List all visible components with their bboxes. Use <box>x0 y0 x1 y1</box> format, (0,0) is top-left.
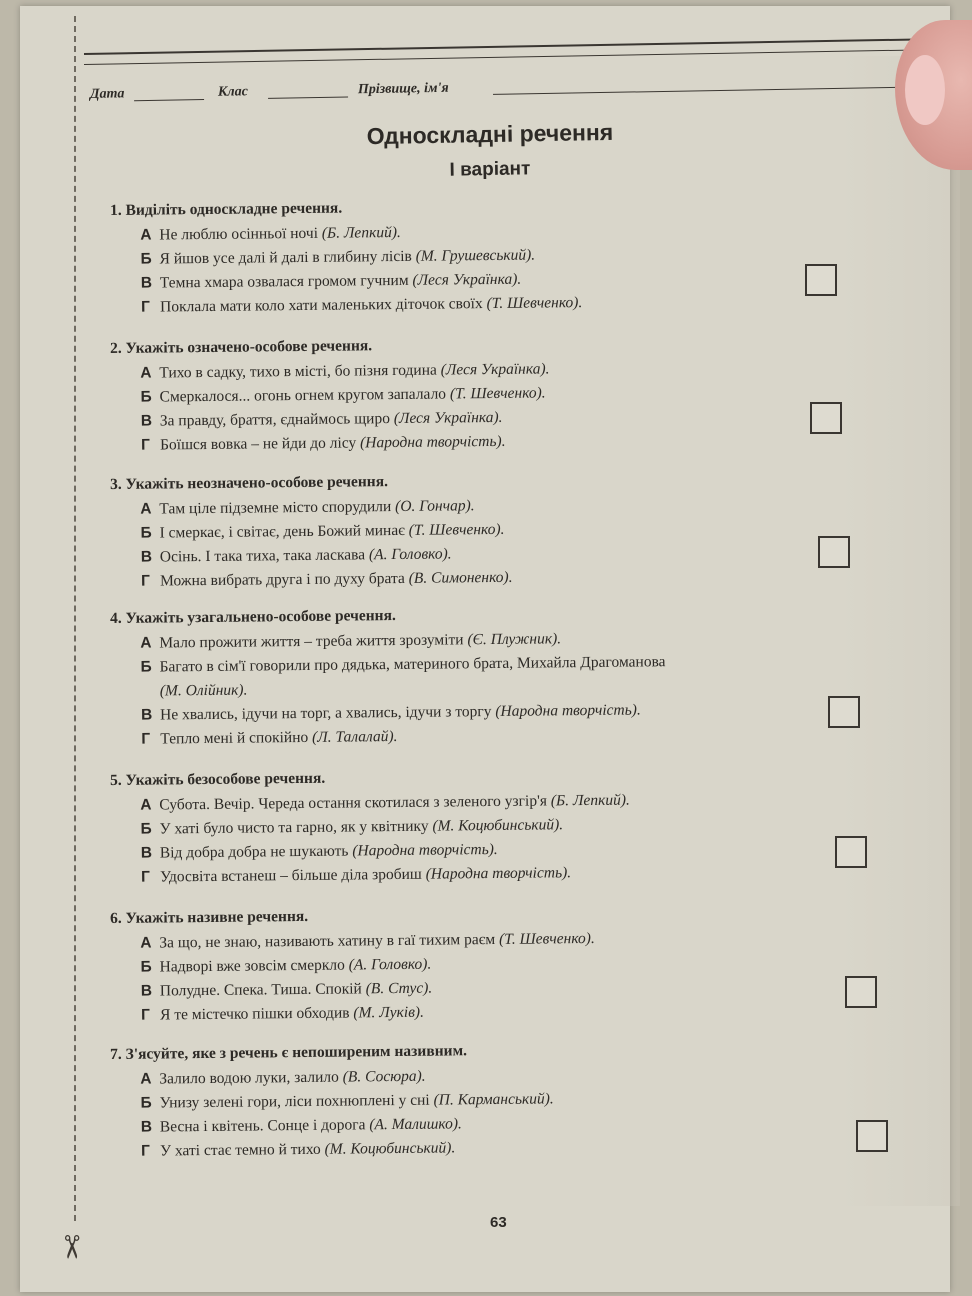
option-a: А Субота. Вечір. Череда остання скотилася з зеленого узгір'я (Б. Лепкий). <box>140 791 630 814</box>
option-d: Г Боїшся вовка – не йди до лісу (Народна творчість). <box>141 432 506 454</box>
question-title: 2. Укажіть означено-особове речення. <box>110 337 373 357</box>
option-a: А Не люблю осінньої ночі (Б. Лепкий). <box>140 223 401 244</box>
option-a: А Мало прожити життя – треба життя зрозуміти (Є. Плужник). <box>140 630 562 652</box>
option-d: Г Я те містечко пішки обходив (М. Луків). <box>141 1003 425 1024</box>
page-bleed-shadow <box>840 56 960 1206</box>
option-d: Г Удосвіта встанеш – більше діла зробиш (Народна творчість). <box>141 864 572 886</box>
option-c: В Від добра добра не шукають (Народна творчість). <box>140 840 498 862</box>
header-rule-top <box>84 38 964 55</box>
option-b: Б І смеркає, і світає, день Божий минає (Т. Шевченко). <box>140 520 505 542</box>
question-title: 1. Виділіть односкладне речення. <box>110 199 343 219</box>
question-title: 3. Укажіть неозначено-особове речення. <box>110 473 389 493</box>
class-label: Клас <box>217 84 248 100</box>
answer-box-5[interactable] <box>835 836 867 868</box>
option-c: В Полудне. Спека. Тиша. Спокій (В. Стус). <box>140 979 433 1000</box>
date-field[interactable] <box>134 99 204 101</box>
option-d: Г Поклала мати коло хати маленьких діточок своїх (Т. Шевченко). <box>141 294 583 316</box>
question-4 <box>110 602 851 752</box>
option-d: Г Можна вибрать друга і по духу брата (В. Симоненко). <box>141 568 513 590</box>
answer-box-4[interactable] <box>828 696 860 728</box>
option-a: А За що, не знаю, називають хатину в гаї тихим раєм (Т. Шевченко). <box>140 929 595 952</box>
question-title: 4. Укажіть узагальнено-особове речення. <box>110 607 396 627</box>
option-b: Б Багато в сім'ї говорили про дядька, материного брата, Михайла Драгоманова <box>140 653 666 676</box>
option-b: Б Я йшов усе далі й далі в глибину лісів (М. Грушевський). <box>140 246 536 268</box>
question-title: 5. Укажіть безособове речення. <box>110 769 326 789</box>
answer-box-2[interactable] <box>810 402 842 434</box>
answer-box-7[interactable] <box>856 1120 888 1152</box>
option-a: А Тихо в садку, тихо в місті, бо пізня година (Леся Українка). <box>140 360 550 382</box>
cut-line <box>74 16 76 1221</box>
date-label: Дата <box>89 86 125 102</box>
question-1 <box>110 194 851 320</box>
class-field[interactable] <box>268 96 348 98</box>
question-6 <box>110 902 851 1028</box>
variant-title: І варіант <box>449 158 531 181</box>
question-title: 6. Укажіть називне речення. <box>110 907 309 927</box>
option-c: В Темна хмара озвалася громом гучним (Леся Українка). <box>140 270 522 292</box>
question-title: 7. З'ясуйте, яке з речень є непоширеним називним. <box>110 1042 468 1063</box>
question-7 <box>110 1038 851 1164</box>
option-c: В Осінь. І така тиха, така ласкава (А. Головко). <box>140 545 452 566</box>
fingernail <box>905 55 945 125</box>
scissors-icon: ✂ <box>52 1233 91 1261</box>
answer-box-1[interactable] <box>805 264 837 296</box>
question-5 <box>110 764 851 890</box>
option-b: Б Надворі вже зовсім смеркло (А. Головко). <box>140 955 432 976</box>
option-c: В Весна і квітень. Сонце і дорога (А. Малишко). <box>140 1115 462 1136</box>
student-info-row <box>88 68 958 109</box>
question-2 <box>110 332 851 458</box>
option-a: А Залило водою луки, залило (В. Сосюра). <box>140 1067 426 1088</box>
page-number: 63 <box>490 1214 507 1231</box>
option-a: А Там ціле підземне місто спорудили (О. Гончар). <box>140 497 475 518</box>
option-d: Г Тепло мені й спокійно (Л. Талалай). <box>141 727 398 748</box>
question-3 <box>110 468 851 594</box>
option-b-continuation: (М. Олійник). <box>159 681 248 700</box>
option-c: В За правду, браття, єднаймось щиро (Леся Українка). <box>140 408 503 430</box>
name-field[interactable] <box>493 86 943 95</box>
option-b: Б Смеркалося... огонь огнем кругом запалало (Т. Шевченко). <box>140 384 546 406</box>
option-b: Б Унизу зелені гори, ліси похнюплені у сні (П. Карманський). <box>140 1090 554 1112</box>
answer-box-3[interactable] <box>818 536 850 568</box>
name-label: Прізвище, ім'я <box>357 80 449 98</box>
option-b: Б У хаті було чисто та гарно, як у квітнику (М. Коцюбинський). <box>140 816 564 838</box>
option-d: Г У хаті стає темно й тихо (М. Коцюбинський). <box>141 1139 456 1160</box>
page-title: Односкладні речення <box>366 118 614 150</box>
answer-box-6[interactable] <box>845 976 877 1008</box>
option-c: В Не хвались, ідучи на торг, а хвались, ідучи з торгу (Народна творчість). <box>141 701 641 724</box>
worksheet-page <box>20 6 950 1292</box>
